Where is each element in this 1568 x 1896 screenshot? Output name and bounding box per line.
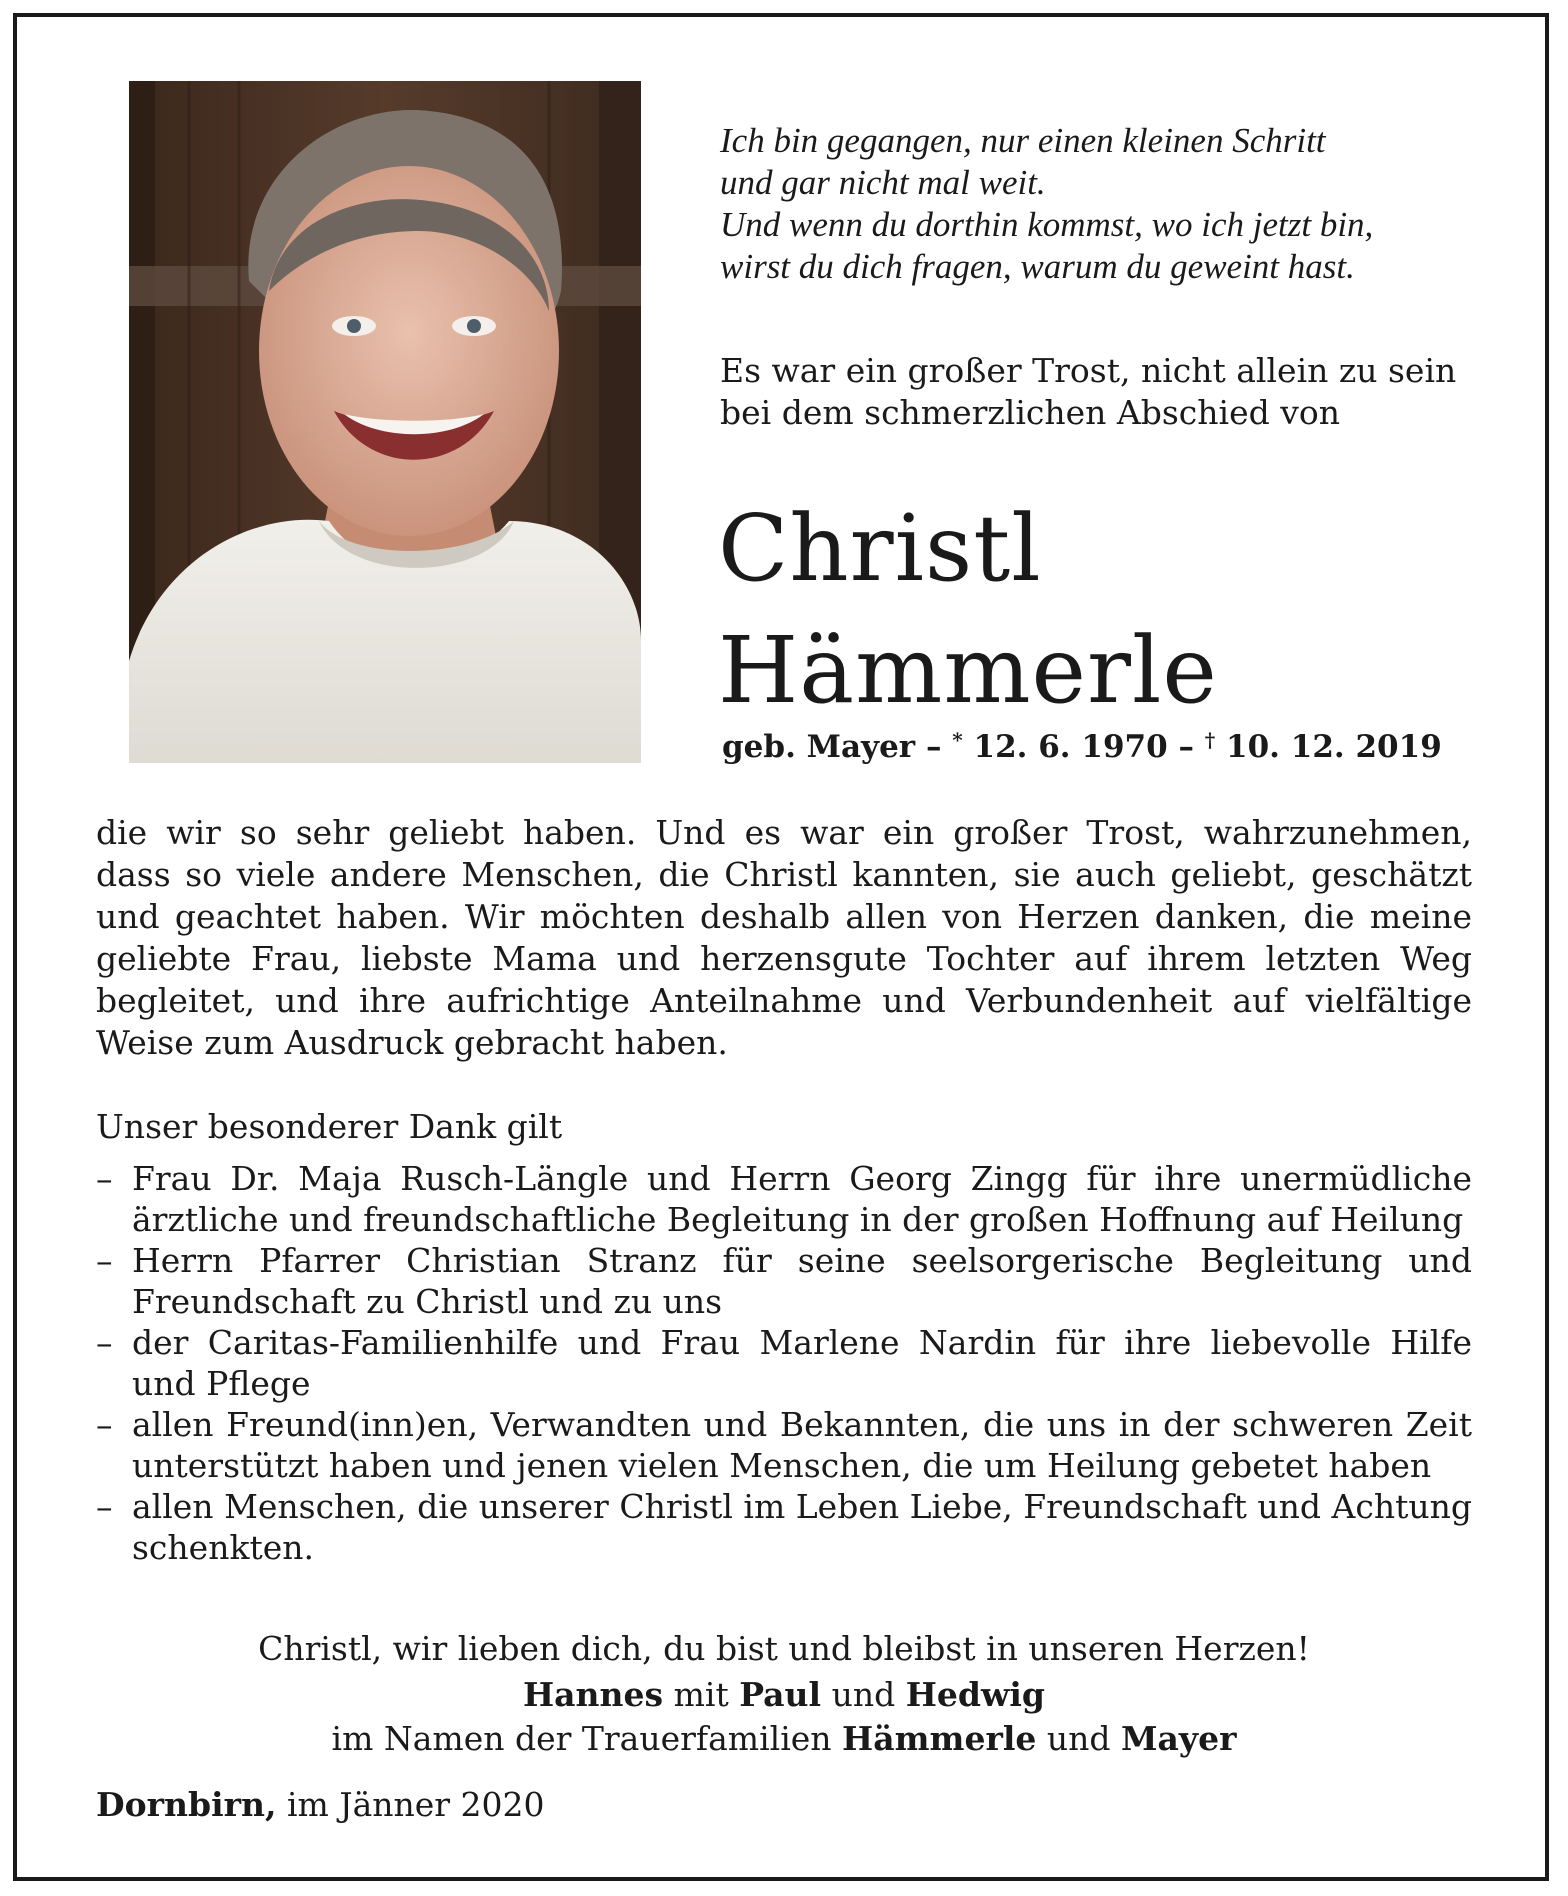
thanks-heading: Unser besonderer Dank gilt (96, 1107, 563, 1146)
list-item-line: unterstützt haben und jenen vielen Menschen, die um Heilung gebetet haben (132, 1446, 1432, 1485)
poem-line: Ich bin gegangen, nur einen kleinen Schritt (720, 121, 1326, 160)
death-date: 10. 12. 2019 (1226, 729, 1442, 765)
poem-line: und gar nicht mal weit. (720, 163, 1046, 202)
poem-line: wirst du dich fragen, warum du geweint hast. (720, 247, 1355, 286)
list-item-line: ärztliche und freundschaftliche Begleitung in der großen Hoffnung auf Heilung (132, 1200, 1464, 1239)
list-item (96, 1486, 1472, 1568)
intro-line: bei dem schmerzlichen Abschied von (720, 393, 1340, 432)
birth-date: 12. 6. 1970 (973, 729, 1168, 765)
portrait-photo (129, 81, 641, 763)
place-date (96, 1784, 545, 1826)
poem-line: Und wenn du dorthin kommst, wo ich jetzt bin, (720, 205, 1374, 244)
deceased-name (718, 488, 1538, 732)
poem-quote (720, 120, 1480, 288)
list-item-line: und Pflege (132, 1364, 311, 1403)
thanks-list (96, 1158, 1472, 1568)
list-item (96, 1158, 1472, 1240)
body-line: Weise zum Ausdruck gebracht haben. (96, 1023, 728, 1062)
list-item-line: Freundschaft zu Christl und zu uns (132, 1282, 723, 1321)
list-item-line: schenkten. (132, 1528, 314, 1567)
list-item (96, 1240, 1472, 1322)
intro-line: Es war ein großer Trost, nicht allein zu sein (720, 351, 1457, 390)
life-dates (722, 728, 1542, 765)
birth-name: geb. Mayer (722, 729, 916, 765)
list-item-line: – Frau Dr. Maja Rusch-Längle und Herrn Georg Zingg für ihre unermüdliche (132, 1159, 1472, 1198)
family-name: Mayer (1121, 1719, 1237, 1758)
list-item-line: – allen Freund(inn)en, Verwandten und Bekannten, die uns in der schweren Zeit (132, 1405, 1472, 1444)
place-city: Dornbirn, (96, 1785, 277, 1824)
born-symbol: * (952, 728, 963, 752)
body-line: geliebte Frau, liebste Mama und herzensgute Tochter auf ihrem letzten Weg (96, 939, 1472, 978)
date-separator: – (1178, 729, 1194, 765)
closing-message: Christl, wir lieben dich, du bist und bleibst in unseren Herzen! (258, 1629, 1310, 1668)
died-symbol: † (1204, 728, 1216, 752)
intro-text (720, 350, 1480, 434)
date-separator: – (925, 729, 942, 765)
families-line (0, 1718, 1568, 1760)
signer-connector: und (831, 1675, 896, 1714)
body-line: die wir so sehr geliebt haben. Und es war ein großer Trost, wahrzunehmen, (96, 813, 1472, 852)
signer-name: Hannes (523, 1675, 664, 1714)
family-connector: und (1046, 1719, 1111, 1758)
families-prefix: im Namen der Trauerfamilien (331, 1719, 832, 1758)
family-name: Hämmerle (842, 1719, 1037, 1758)
body-paragraph (96, 812, 1472, 1064)
place-date-text: im Jänner 2020 (287, 1785, 545, 1824)
portrait-icon (129, 81, 641, 763)
signer-name: Hedwig (905, 1675, 1045, 1714)
signer-connector: mit (673, 1675, 729, 1714)
list-item-line: – der Caritas-Familienhilfe und Frau Marlene Nardin für ihre liebevolle Hilfe (132, 1323, 1472, 1362)
last-name: Hämmerle (718, 617, 1218, 724)
list-item-line: – Herrn Pfarrer Christian Stranz für seine seelsorgerische Begleitung und (132, 1241, 1472, 1280)
signers-line (0, 1674, 1568, 1716)
list-item (96, 1404, 1472, 1486)
body-line: dass so viele andere Menschen, die Christl kannten, sie auch geliebt, geschätzt (96, 855, 1472, 894)
first-name: Christl (718, 495, 1042, 602)
list-item-line: – allen Menschen, die unserer Christl im Leben Liebe, Freundschaft und Achtung (132, 1487, 1472, 1526)
list-item (96, 1322, 1472, 1404)
signer-name: Paul (739, 1675, 822, 1714)
body-line: und geachtet haben. Wir möchten deshalb allen von Herzen danken, die meine (96, 897, 1472, 936)
body-line: begleitet, und ihre aufrichtige Anteilnahme und Verbundenheit auf vielfältige (96, 981, 1472, 1020)
